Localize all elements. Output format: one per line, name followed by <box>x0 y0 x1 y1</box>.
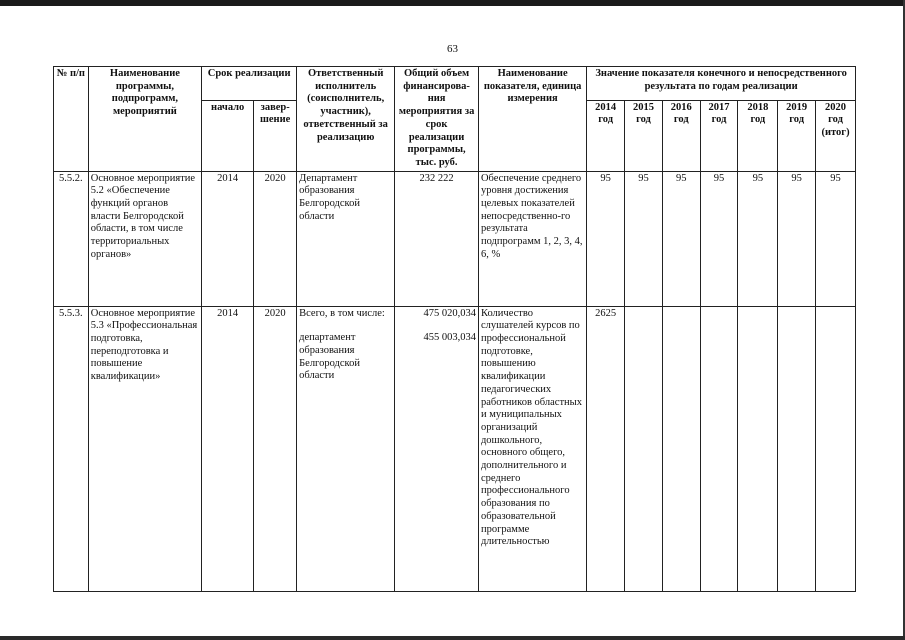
row-start: 2014 <box>202 306 254 591</box>
header-name: Наименование программы, подпрограмм, мероприятий <box>88 67 201 172</box>
header-funding: Общий объем финансирова-ния мероприятия за срок реализации программы, тыс. руб. <box>395 67 479 172</box>
header-year: 2015 год <box>625 100 663 171</box>
row-start: 2014 <box>202 171 254 306</box>
row-value: 2625 <box>587 306 625 591</box>
row-funding <box>395 171 479 306</box>
row-value: 95 <box>587 171 625 306</box>
header-term-start: начало <box>202 100 254 171</box>
table-row <box>54 171 856 306</box>
executor-line: департамент образования Белгородской области <box>299 332 360 382</box>
row-value <box>625 306 663 591</box>
row-num: 5.5.3. <box>54 306 89 591</box>
row-num: 5.5.2. <box>54 171 89 306</box>
row-value: 95 <box>700 171 738 306</box>
row-end: 2020 <box>254 171 297 306</box>
row-value <box>778 306 816 591</box>
row-value <box>738 306 778 591</box>
row-value: 95 <box>738 171 778 306</box>
row-value: 95 <box>778 171 816 306</box>
row-funding <box>395 306 479 591</box>
header-year: 2014 год <box>587 100 625 171</box>
row-value: 95 <box>816 171 856 306</box>
row-indicator: Обеспечение среднего уровня достижения целевых показателей непосредственно-го результата подпрограмм 1, 2, 3, 4, 6, % <box>478 171 586 306</box>
row-value <box>816 306 856 591</box>
header-num: № п/п <box>54 67 89 172</box>
header-year: 2017 год <box>700 100 738 171</box>
header-year: 2019 год <box>778 100 816 171</box>
row-executor <box>297 306 395 591</box>
row-name: Основное мероприятие 5.2 «Обеспечение функций органов власти Белгородской области, в том числе территориальных органов» <box>88 171 201 306</box>
header-values-group: Значение показателя конечного и непосредственного результата по годам реализации <box>587 67 856 101</box>
executor-line: Департамент образования Белгородской области <box>299 172 360 222</box>
row-value <box>700 306 738 591</box>
executor-line: Всего, в том числе: <box>299 307 385 319</box>
funding-line: 455 003,034 <box>423 332 476 344</box>
funding-line: 475 020,034 <box>423 307 476 319</box>
row-value: 95 <box>662 171 700 306</box>
header-row-1 <box>54 67 856 101</box>
row-end: 2020 <box>254 306 297 591</box>
scan-bottom-edge <box>0 636 905 640</box>
header-year: 2020 год (итог) <box>816 100 856 171</box>
program-table <box>53 66 856 592</box>
page-number: 63 <box>447 43 458 55</box>
scan-top-edge <box>0 0 905 6</box>
row-value: 95 <box>625 171 663 306</box>
header-term-end: завер-шение <box>254 100 297 171</box>
table-row <box>54 306 856 591</box>
header-indicator: Наименование показателя, единица измерения <box>478 67 586 172</box>
row-value <box>662 306 700 591</box>
funding-line: 232 222 <box>419 172 454 184</box>
row-executor <box>297 171 395 306</box>
header-executor: Ответственный исполнитель (соисполнитель, участник), ответственный за реализацию <box>297 67 395 172</box>
line-spacer <box>397 320 476 332</box>
header-year: 2016 год <box>662 100 700 171</box>
row-name: Основное мероприятие 5.3 «Профессиональная подготовка, переподготовка и повышение квалификации» <box>88 306 201 591</box>
row-indicator: Количество слушателей курсов по профессиональной подготовке, повышению квалификации педагогических работников областных и муниципальных организаций дошкольного, основного общего, дополнительного и среднего профессионального образования по образовательной программе длительностью <box>478 306 586 591</box>
header-term: Срок реализации <box>202 67 297 101</box>
header-year: 2018 год <box>738 100 778 171</box>
line-spacer <box>299 320 392 332</box>
